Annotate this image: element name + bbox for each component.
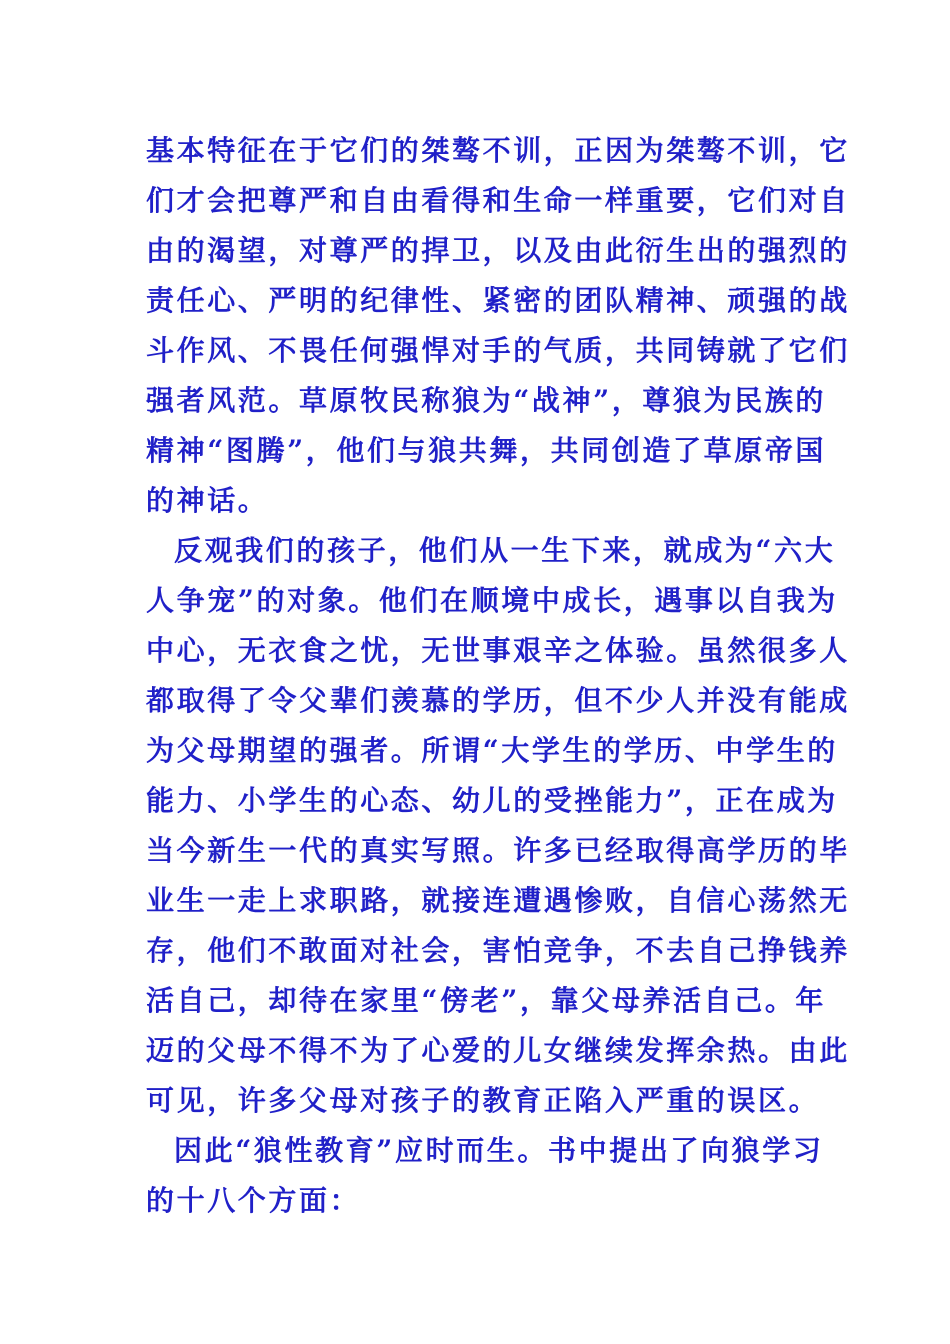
text-line: 都取得了令父辈们羡慕的学历，但不少人并没有能成 bbox=[146, 684, 850, 717]
text-line-indented: 反观我们的孩子，他们从一生下来，就成为“六大 bbox=[174, 534, 836, 567]
text-line: 活自己，却待在家里“傍老”，靠父母养活自己。年 bbox=[146, 984, 827, 1017]
text-line: 迈的父母不得不为了心爱的儿女继续发挥余热。由此 bbox=[146, 1034, 850, 1067]
paragraph-2 bbox=[146, 526, 850, 1126]
text-line: 业生一走上求职路，就接连遭遇惨败，自信心荡然无 bbox=[146, 884, 850, 917]
text-line: 们才会把尊严和自由看得和生命一样重要，它们对自 bbox=[146, 184, 850, 217]
text-line-indented: 因此“狼性教育”应时而生。书中提出了向狼学习 bbox=[174, 1134, 824, 1167]
text-line: 中心，无衣食之忧，无世事艰辛之体验。虽然很多人 bbox=[146, 634, 850, 667]
text-line: 斗作风、不畏任何强悍对手的气质，共同铸就了它们 bbox=[146, 334, 850, 367]
text-line: 的神话。 bbox=[146, 484, 269, 517]
text-line: 的十八个方面： bbox=[146, 1184, 361, 1217]
text-line: 可见，许多父母对孩子的教育正陷入严重的误区。 bbox=[146, 1084, 820, 1117]
text-line: 存，他们不敢面对社会，害怕竞争，不去自己挣钱养 bbox=[146, 934, 850, 967]
text-line: 基本特征在于它们的桀骜不训，正因为桀骜不训，它 bbox=[146, 134, 850, 167]
text-line: 由的渴望，对尊严的捍卫，以及由此衍生出的强烈的 bbox=[146, 234, 850, 267]
text-line: 精神“图腾”，他们与狼共舞，共同创造了草原帝国 bbox=[146, 434, 827, 467]
text-line: 人争宠”的对象。他们在顺境中成长，遇事以自我为 bbox=[146, 584, 838, 617]
text-line: 为父母期望的强者。所谓“大学生的学历、中学生的 bbox=[146, 734, 838, 767]
paragraph-1 bbox=[146, 126, 850, 526]
text-line: 责任心、严明的纪律性、紧密的团队精神、顽强的战 bbox=[146, 284, 850, 317]
text-line: 当今新生一代的真实写照。许多已经取得高学历的毕 bbox=[146, 834, 850, 867]
text-line: 能力、小学生的心态、幼儿的受挫能力”，正在成为 bbox=[146, 784, 838, 817]
document-body bbox=[146, 126, 850, 1226]
text-line: 强者风范。草原牧民称狼为“战神”，尊狼为民族的 bbox=[146, 384, 827, 417]
paragraph-3 bbox=[146, 1126, 826, 1226]
